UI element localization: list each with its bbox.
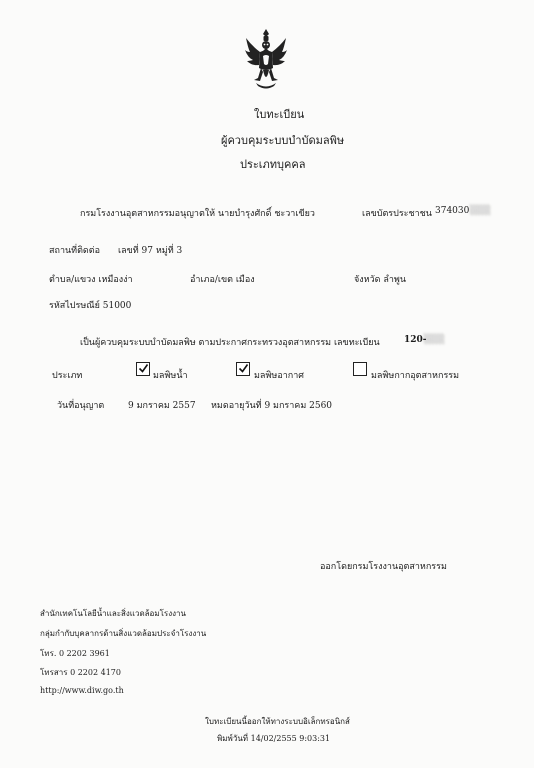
postal-code: รหัสไปรษณีย์ 51000 xyxy=(49,301,132,311)
address-label: สถานที่ติดต่อ xyxy=(49,246,101,256)
district: อำเภอ/เขต เมือง xyxy=(190,275,255,285)
checkbox-water-pollution[interactable] xyxy=(136,362,150,376)
check-icon xyxy=(138,363,149,374)
registration-number: 120- xyxy=(404,335,427,345)
document-type: ประเภทบุคคล xyxy=(240,158,306,171)
subdistrict: ตำบล/แขวง เหมืองง่า xyxy=(49,275,133,285)
type-label: ประเภท xyxy=(52,371,83,381)
phone: โทร. 0 2202 3961 xyxy=(40,649,110,658)
group-name: กลุ่มกำกับบุคลากรด้านสิ่งแวดล้อมประจำโรงงาน xyxy=(40,629,207,638)
issued-by: ออกโดยกรมโรงงานอุตสาหกรรม xyxy=(320,562,447,572)
printed-timestamp: พิมพ์วันที่ 14/02/2555 9:03:31 xyxy=(217,734,331,743)
check-icon xyxy=(238,363,249,374)
document-title: ใบทะเบียน xyxy=(254,108,305,121)
garuda-emblem-icon xyxy=(244,28,288,90)
id-value: 374030 xyxy=(435,206,470,216)
province: จังหวัด ลำพูน xyxy=(354,275,407,285)
grant-text: กรมโรงงานอุตสาหกรรมอนุญาตให้ นายบำรุงศักดิ์ ชะวาเขียว xyxy=(80,209,315,219)
checkbox-air-pollution[interactable] xyxy=(236,362,250,376)
website-link[interactable]: http://www.diw.go.th xyxy=(40,686,124,695)
document-subtitle: ผู้ควบคุมระบบบำบัดมลพิษ xyxy=(221,134,345,147)
type-waste-label: มลพิษกากอุตสาหกรรม xyxy=(371,371,460,381)
approved-label: วันที่อนุญาต xyxy=(57,401,105,411)
fax: โทรสาร 0 2202 4170 xyxy=(40,668,121,677)
checkbox-industrial-waste[interactable] xyxy=(353,362,367,376)
electronic-note: ใบทะเบียนนี้ออกให้ทางระบบอิเล็กทรอนิกส์ xyxy=(205,717,350,726)
expiry-date: หมดอายุวันที่ 9 มกราคม 2560 xyxy=(211,401,333,411)
type-water-label: มลพิษน้ำ xyxy=(153,371,188,381)
redacted-id: ░░░ xyxy=(470,206,491,216)
office-name: สำนักเทคโนโลยีน้ำและสิ่งแวดล้อมโรงงาน xyxy=(40,609,186,618)
redacted-registration: ░░░ xyxy=(424,335,445,345)
address-value: เลขที่ 97 หมู่ที่ 3 xyxy=(118,246,183,256)
id-label: เลขบัตรประชาชน xyxy=(362,209,432,219)
approved-date: 9 มกราคม 2557 xyxy=(128,401,196,411)
registration-text: เป็นผู้ควบคุมระบบบำบัดมลพิษ ตามประกาศกระทรวงอุตสาหกรรม เลขทะเบียน xyxy=(80,338,380,348)
type-air-label: มลพิษอากาศ xyxy=(254,371,304,381)
